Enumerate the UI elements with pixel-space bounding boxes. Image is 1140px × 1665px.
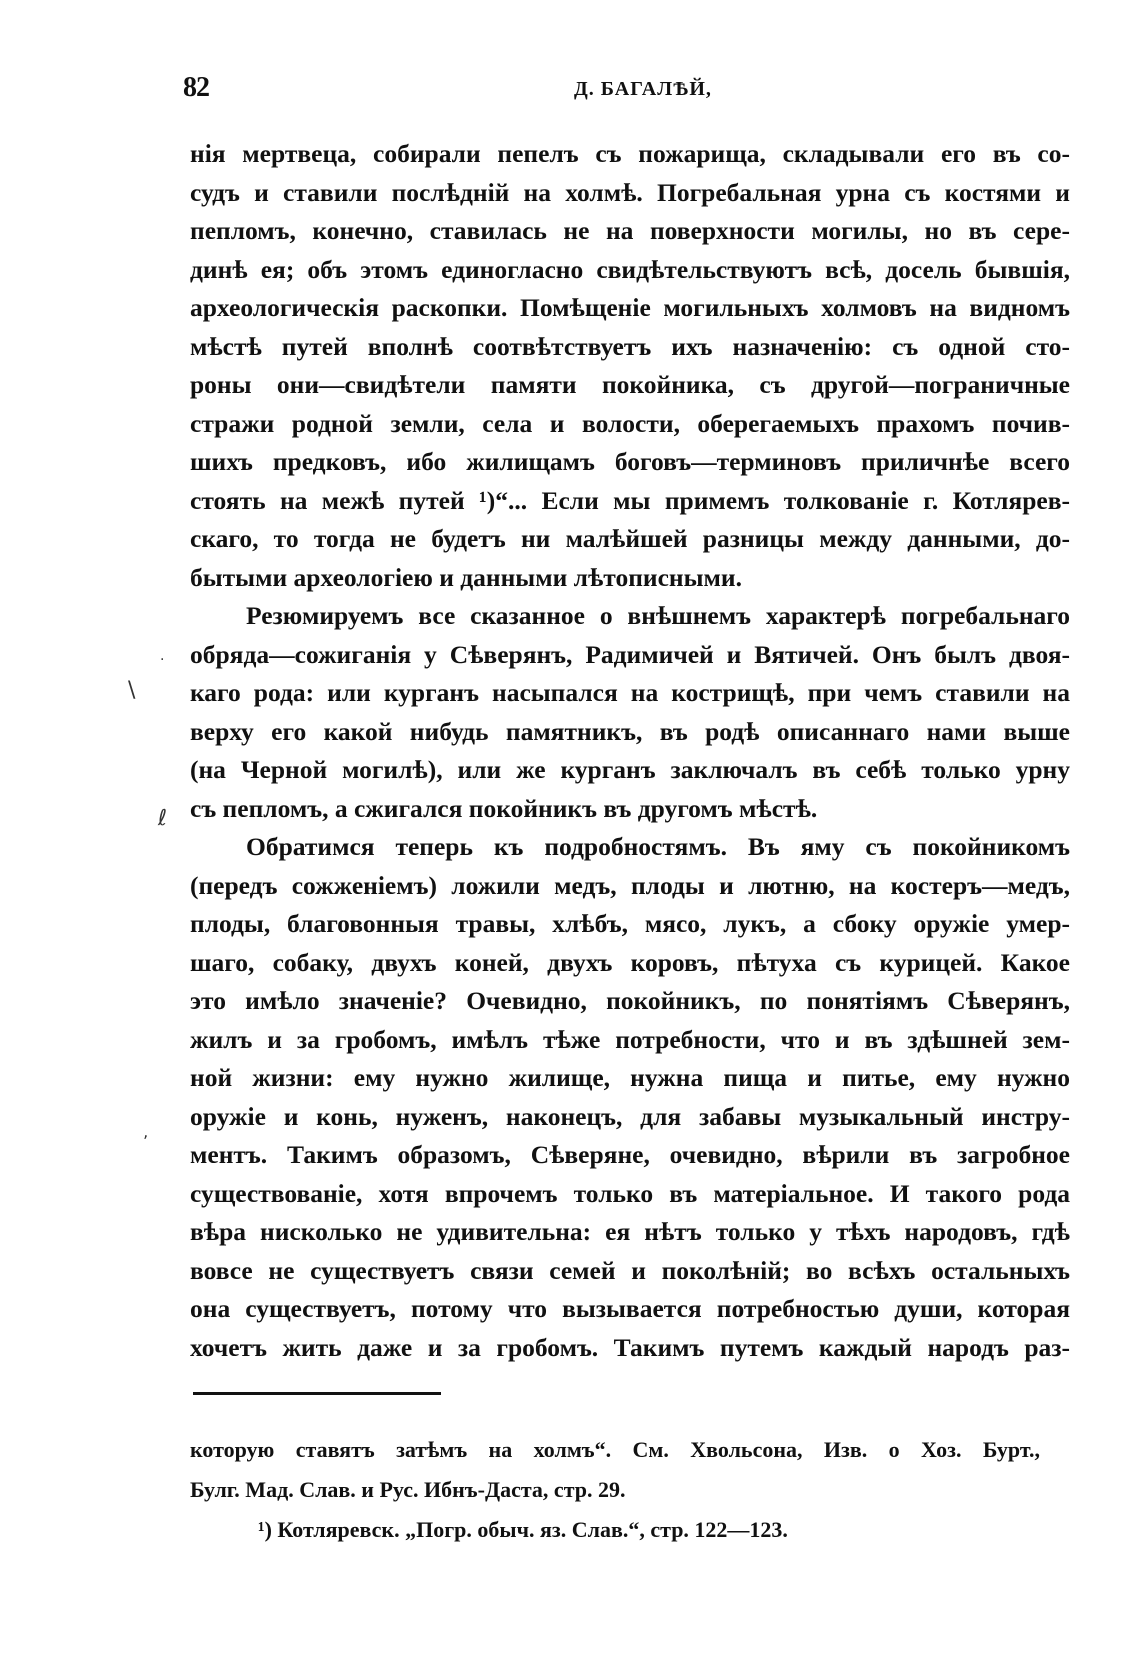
text-line: оружіе и конь, нуженъ, наконецъ, для забавы музыкальный инстру- [190,1101,1070,1131]
text-line: шихъ предковъ, ибо жилищамъ боговъ—терминовъ приличнѣе всего [190,447,1070,476]
text-line: Резюмируемъ все сказанное о внѣшнемъ характерѣ погребальнаго [246,601,1070,630]
footnote-line: которую ставятъ затѣмъ на холмъ“. См. Хвольсона, Изв. о Хоз. Бурт., [190,1437,1040,1462]
text-line: роны они—свидѣтели памяти покойника, съ другой—пограничные [190,370,1070,399]
running-head [183,72,1063,112]
margin-mark: ʼ [143,1132,149,1151]
margin-mark: \ [128,678,136,703]
text-line: шаго, собаку, двухъ коней, двухъ коровъ, пѣтуха съ курицей. Какое [190,947,1070,977]
text-line: обряда—сожиганія у Сѣверянъ, Радимичей и Вятичей. Онъ былъ двоя- [190,639,1070,669]
text-line: археологическія раскопки. Помѣщеніе могильныхъ холмовъ на видномъ [190,293,1070,322]
text-line: Обратимся теперь къ подробностямъ. Въ яму съ покойникомъ [246,832,1070,861]
footnote-line: ¹) Котляревск. „Погр. обыч. яз. Слав.“, стр. 122—123. [258,1517,788,1542]
text-line: ной жизни: ему нужно жилище, нужна пища и питье, ему нужно [190,1063,1070,1092]
text-line: динѣ ея; объ этомъ единогласно свидѣтельствуютъ всѣ, досель бывшія, [190,254,1070,284]
footnotes [190,1430,1040,1550]
body-text [190,135,1070,1367]
text-line: это имѣло значеніе? Очевидно, покойникъ, по понятіямъ Сѣверянъ, [190,986,1070,1015]
page-number: 82 [183,72,209,103]
footnote-line: Булг. Мад. Слав. и Рус. Ибнъ-Даста, стр. 29. [190,1477,626,1502]
text-line: (передъ сожженіемъ) ложили медъ, плоды и лютню, на костеръ—медъ, [190,870,1070,900]
text-line: плоды, благовонныя травы, хлѣбъ, мясо, лукъ, а сбоку оружіе умер- [190,909,1070,938]
text-line: бытыми археологіею и данными лѣтописными. [190,562,742,592]
text-line: существованіе, хотя впрочемъ только въ матеріальное. И такого рода [190,1178,1070,1208]
text-line: стражи родной земли, села и волости, оберегаемыхъ прахомъ почив- [190,408,1070,438]
header-title: Д. БАГАЛѢЙ, [574,78,712,100]
text-line: судъ и ставили послѣдній на холмѣ. Погребальная урна съ костями и [190,177,1070,207]
text-line: мѣстѣ путей вполнѣ соотвѣтствуетъ ихъ назначенію: съ одной сто- [190,331,1070,361]
text-line: хочетъ жить даже и за гробомъ. Такимъ путемъ каждый народъ раз- [190,1332,1070,1362]
footnote-rule [193,1392,441,1395]
text-line: она существуетъ, потому что вызывается потребностью души, которая [190,1294,1070,1323]
text-line: нія мертвеца, собирали пепелъ съ пожарища, складывали его въ со- [190,139,1070,168]
text-line: верху его какой нибудь памятникъ, въ родѣ описаннаго нами выше [190,716,1070,746]
text-line: вовсе не существуетъ связи семей и поколѣній; во всѣхъ остальныхъ [190,1255,1070,1285]
text-line: жилъ и за гробомъ, имѣлъ тѣже потребности, что и въ здѣшней зем- [190,1024,1070,1054]
text-line: каго рода: или курганъ насыпался на кострищѣ, при чемъ ставили на [190,678,1070,707]
text-line: (на Черной могилѣ), или же курганъ заключалъ въ себѣ только урну [190,755,1070,784]
margin-mark: ℓ [158,806,168,831]
text-line: пепломъ, конечно, ставилась не на поверхности могилы, но въ сере- [190,216,1070,245]
text-line: скаго, то тогда не будетъ ни малѣйшей разницы между данными, до- [190,524,1070,553]
text-line: съ пепломъ, а сжигался покойникъ въ другомъ мѣстѣ. [190,793,818,823]
text-line: вѣра нисколько не удивительна: ея нѣтъ только у тѣхъ народовъ, гдѣ [190,1217,1070,1246]
text-line: ментъ. Такимъ образомъ, Сѣверяне, очевидно, вѣрили въ загробное [190,1140,1070,1169]
text-line: стоять на межѣ путей ¹)“... Если мы примемъ толкованіе г. Котлярев- [190,485,1070,515]
margin-mark: · [160,652,165,668]
